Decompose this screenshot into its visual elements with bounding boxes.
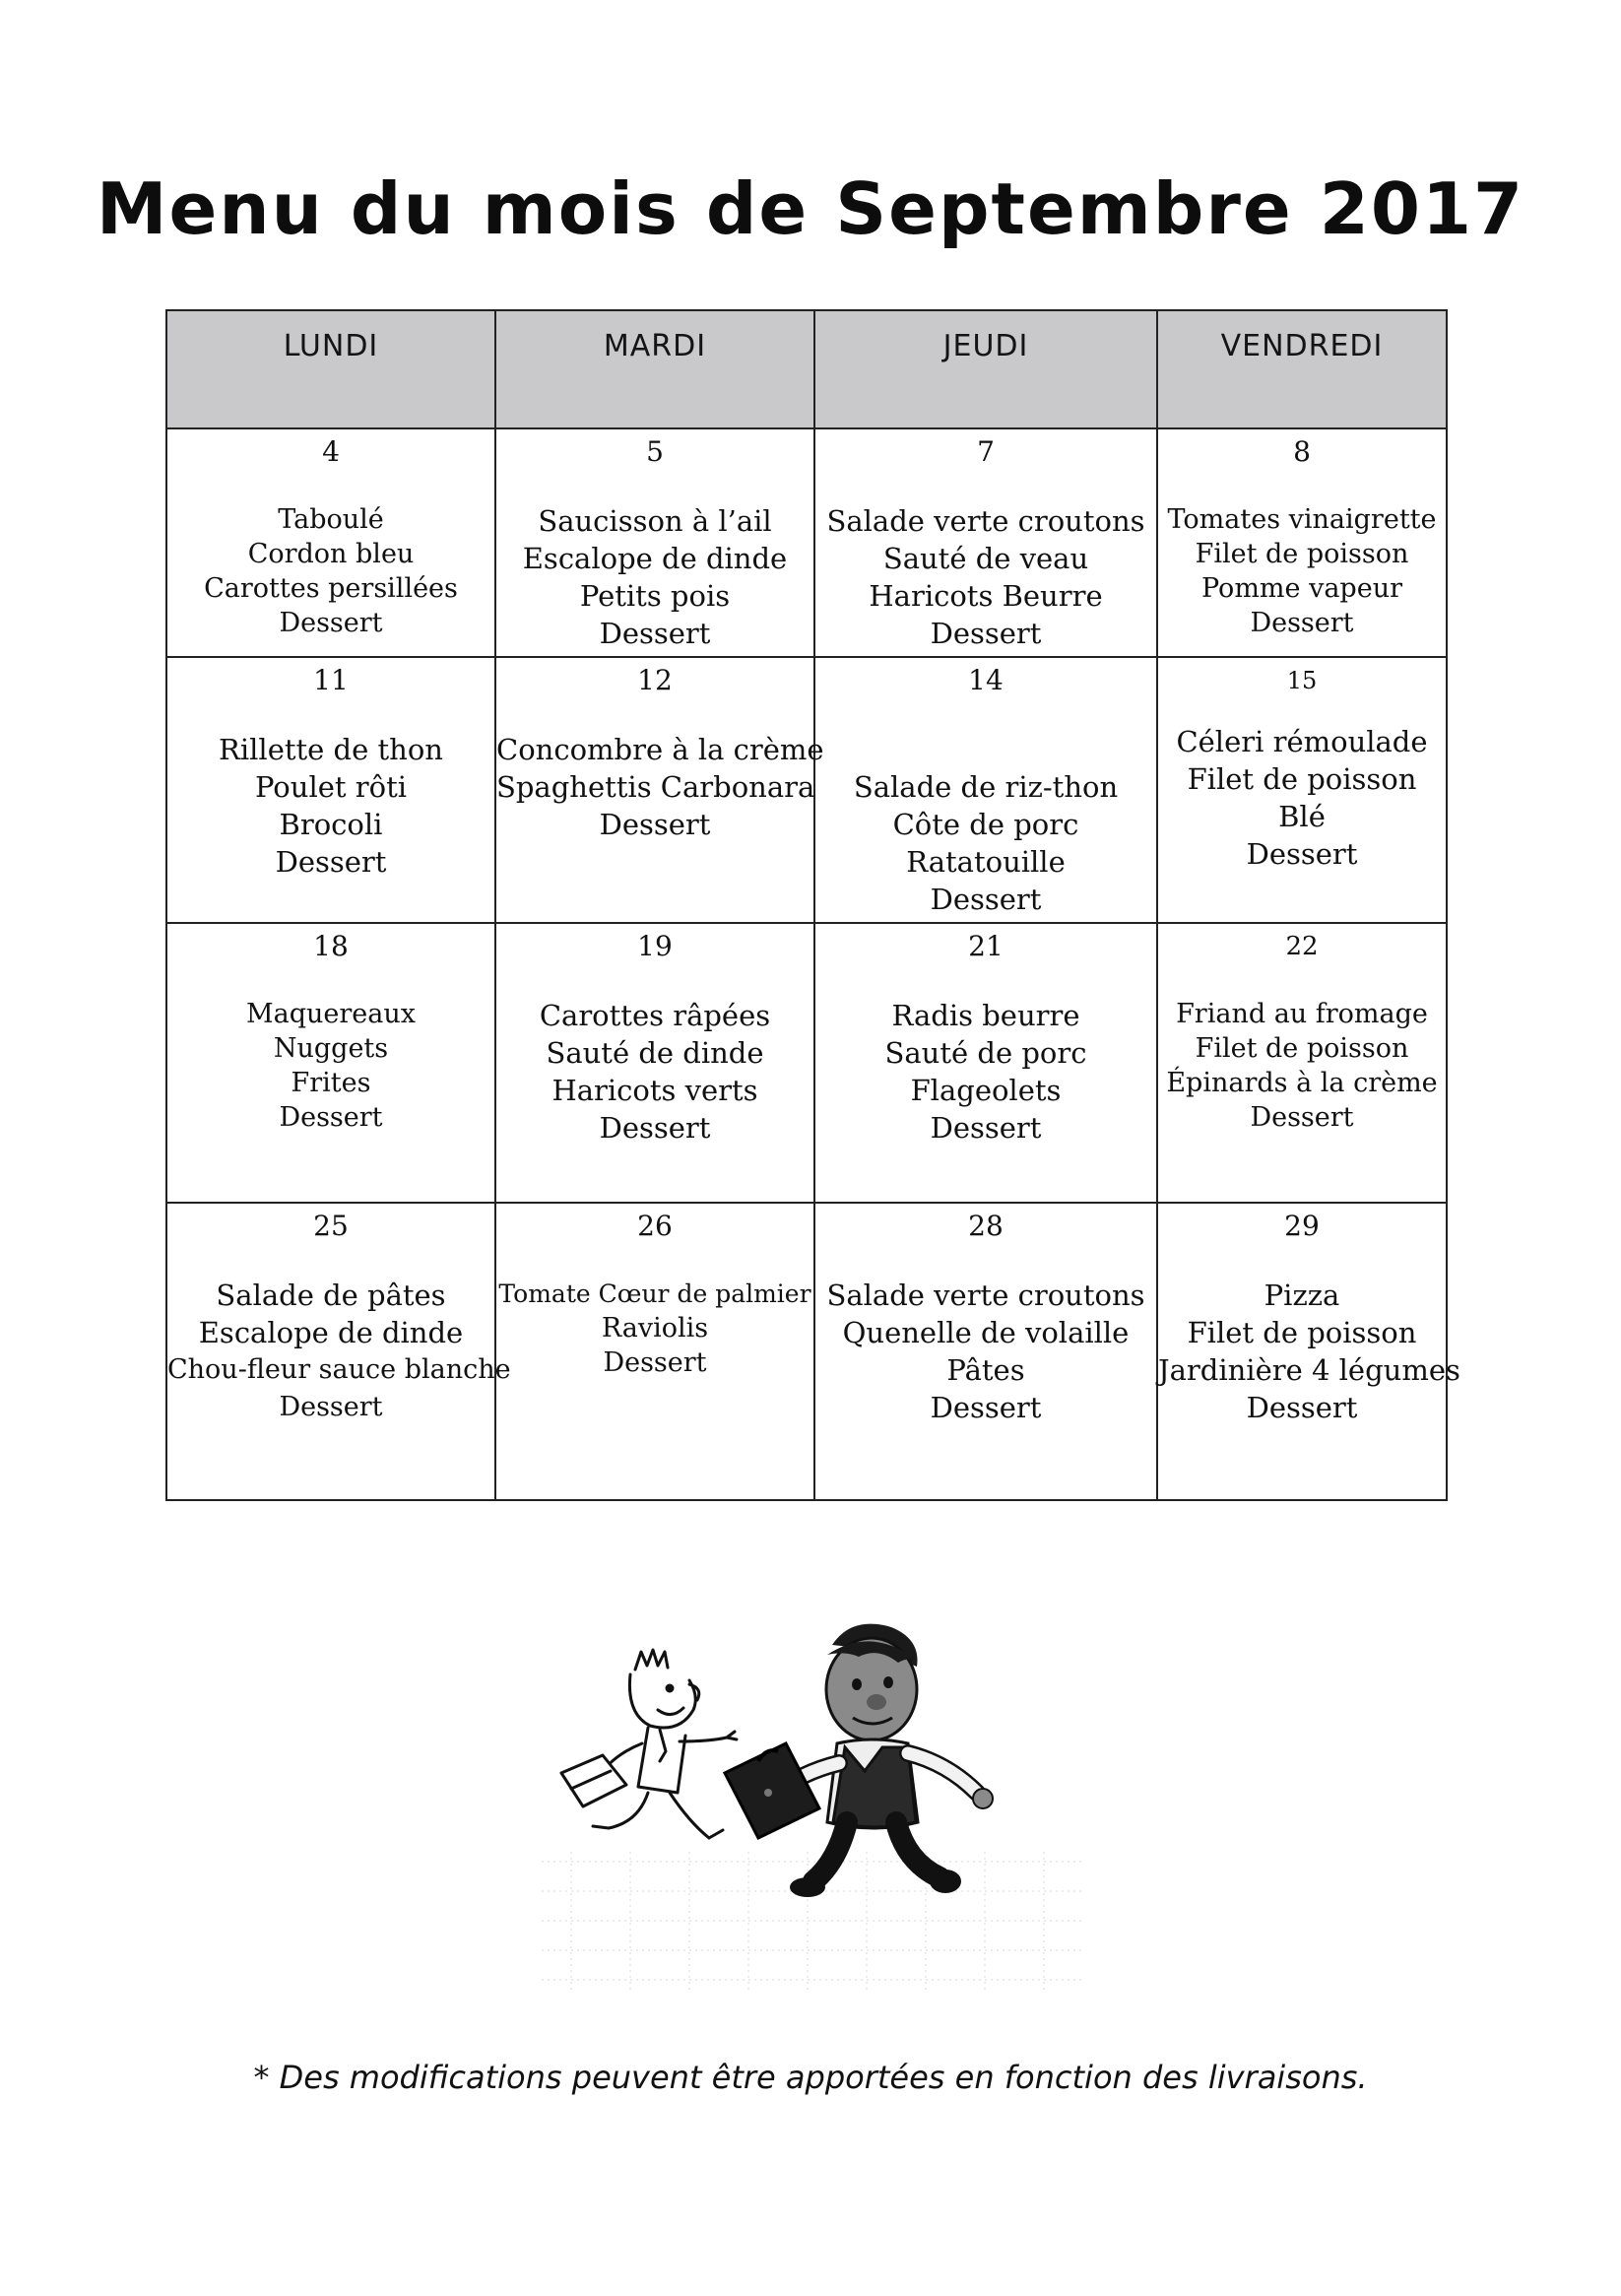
date-number: 7 [977, 435, 995, 468]
date-number: 5 [646, 435, 664, 468]
dish: Côte de porc [892, 808, 1079, 841]
date-number: 22 [1285, 932, 1319, 961]
menu-cell [166, 1203, 511, 1500]
dish: Salade de pâtes [216, 1279, 446, 1312]
menu-cell [166, 657, 495, 923]
dish: Dessert [930, 1391, 1042, 1424]
dish: Céleri rémoulade [1176, 725, 1428, 758]
menu-cell [166, 428, 495, 657]
dish: Maquereaux [246, 999, 416, 1029]
menu-table [165, 309, 1460, 1501]
page-title: Menu du mois de Septembre 2017 [96, 167, 1525, 250]
menu-cell [1157, 923, 1447, 1203]
dish: Salade verte croutons [826, 1279, 1145, 1312]
dish: Pomme vapeur [1200, 573, 1402, 604]
dish: Escalope de dinde [198, 1316, 464, 1349]
dish: Salade verte croutons [826, 504, 1145, 538]
date-number: 15 [1286, 667, 1318, 694]
menu-cell [814, 1203, 1157, 1500]
menu-cell [814, 657, 1157, 923]
day-header-mardi: MARDI [495, 310, 814, 428]
dish: Petits pois [579, 579, 731, 613]
table-row [166, 428, 1447, 657]
date-number: 11 [313, 664, 349, 696]
dish: Dessert [279, 608, 383, 638]
menu-cell [166, 923, 495, 1203]
dish: Dessert [603, 1347, 707, 1378]
date-number: 14 [968, 664, 1004, 696]
dish: Concombre à la crème [496, 733, 824, 766]
dish: Spaghettis Carbonara [496, 770, 815, 804]
dish: Rillette de thon [219, 733, 443, 766]
dish: Épinards à la crème [1166, 1068, 1438, 1098]
satchel-icon [725, 1743, 819, 1838]
day-header-lundi: LUNDI [166, 310, 495, 428]
date-number: 12 [637, 664, 673, 696]
sketch-boy [561, 1650, 737, 1838]
dish: Dessert [599, 1111, 711, 1145]
dish: Filet de poisson [1187, 762, 1417, 796]
footnote: * Des modifications peuvent être apportées en fonction des livraisons. [253, 2059, 1368, 2096]
dish: Dessert [930, 883, 1042, 916]
dish: Sauté de porc [884, 1036, 1087, 1070]
dish: Ratatouille [906, 845, 1066, 879]
dish: Sauté de veau [882, 542, 1089, 575]
date-number: 18 [313, 930, 349, 962]
dish: Dessert [1250, 608, 1354, 638]
day-header-jeudi: JEUDI [814, 310, 1157, 428]
date-number: 21 [968, 930, 1004, 962]
dish: Nuggets [273, 1033, 389, 1064]
dish: Dessert [1246, 1391, 1358, 1424]
menu-cell [495, 657, 824, 923]
dish: Tomates vinaigrette [1167, 504, 1437, 535]
table-row [166, 923, 1447, 1203]
date-number: 28 [968, 1210, 1004, 1242]
dish: Taboulé [278, 504, 384, 535]
dish: Carottes persillées [204, 573, 458, 604]
dish: Chou-fleur sauce blanche [167, 1354, 511, 1385]
dish: Cordon bleu [247, 539, 415, 569]
dish: Radis beurre [891, 999, 1080, 1032]
menu-cell [1157, 1203, 1460, 1500]
dish: Dessert [1246, 837, 1358, 871]
dish: Friand au fromage [1176, 999, 1428, 1029]
dish: Dessert [599, 617, 711, 650]
dish: Frites [291, 1068, 371, 1098]
dish: Dessert [930, 617, 1042, 650]
table-header-row [166, 310, 1447, 428]
dish: Poulet rôti [254, 770, 408, 804]
date-number: 8 [1293, 435, 1311, 468]
dish: Dessert [930, 1111, 1042, 1145]
dish: Haricots Beurre [869, 579, 1103, 613]
dish: Blé [1278, 800, 1326, 833]
dish: Brocoli [279, 808, 383, 841]
dish: Dessert [279, 1392, 383, 1422]
menu-cell [1157, 428, 1447, 657]
dish: Dessert [1250, 1102, 1354, 1133]
dish: Quenelle de volaille [842, 1316, 1130, 1349]
dish: Dessert [279, 1102, 383, 1133]
date-number: 26 [637, 1210, 673, 1242]
menu-cell [495, 923, 814, 1203]
dish: Salade de riz-thon [853, 770, 1119, 804]
shaded-boy [725, 1624, 993, 1897]
schoolboys-illustration [532, 1615, 1083, 1990]
table-row [166, 1203, 1447, 1500]
dish: Filet de poisson [1195, 1033, 1409, 1064]
date-number: 29 [1284, 1210, 1320, 1242]
date-number: 4 [322, 435, 340, 468]
date-number: 19 [637, 930, 673, 962]
dish: Filet de poisson [1195, 539, 1409, 569]
dish: Pâtes [946, 1353, 1025, 1387]
menu-cell [495, 428, 814, 657]
menu-cell [495, 1203, 814, 1500]
dish: Flageolets [910, 1074, 1062, 1107]
date-number: 25 [313, 1210, 349, 1242]
dish: Escalope de dinde [522, 542, 788, 575]
dish: Pizza [1264, 1279, 1340, 1312]
dish: Carottes râpées [539, 999, 771, 1032]
dish: Filet de poisson [1187, 1316, 1417, 1349]
day-header-vendredi: VENDREDI [1157, 310, 1447, 428]
dish: Raviolis [601, 1313, 709, 1344]
menu-cell [814, 923, 1157, 1203]
menu-cell [1157, 657, 1447, 923]
dish: Haricots verts [551, 1074, 758, 1107]
dish: Saucisson à l’ail [538, 504, 772, 538]
dish: Jardinière 4 légumes [1158, 1353, 1460, 1387]
dish: Tomate Cœur de palmier [498, 1279, 811, 1308]
dish: Dessert [275, 845, 387, 879]
table-row [166, 657, 1447, 923]
dish: Sauté de dinde [546, 1036, 764, 1070]
dish: Dessert [599, 808, 711, 841]
menu-cell [814, 428, 1157, 657]
